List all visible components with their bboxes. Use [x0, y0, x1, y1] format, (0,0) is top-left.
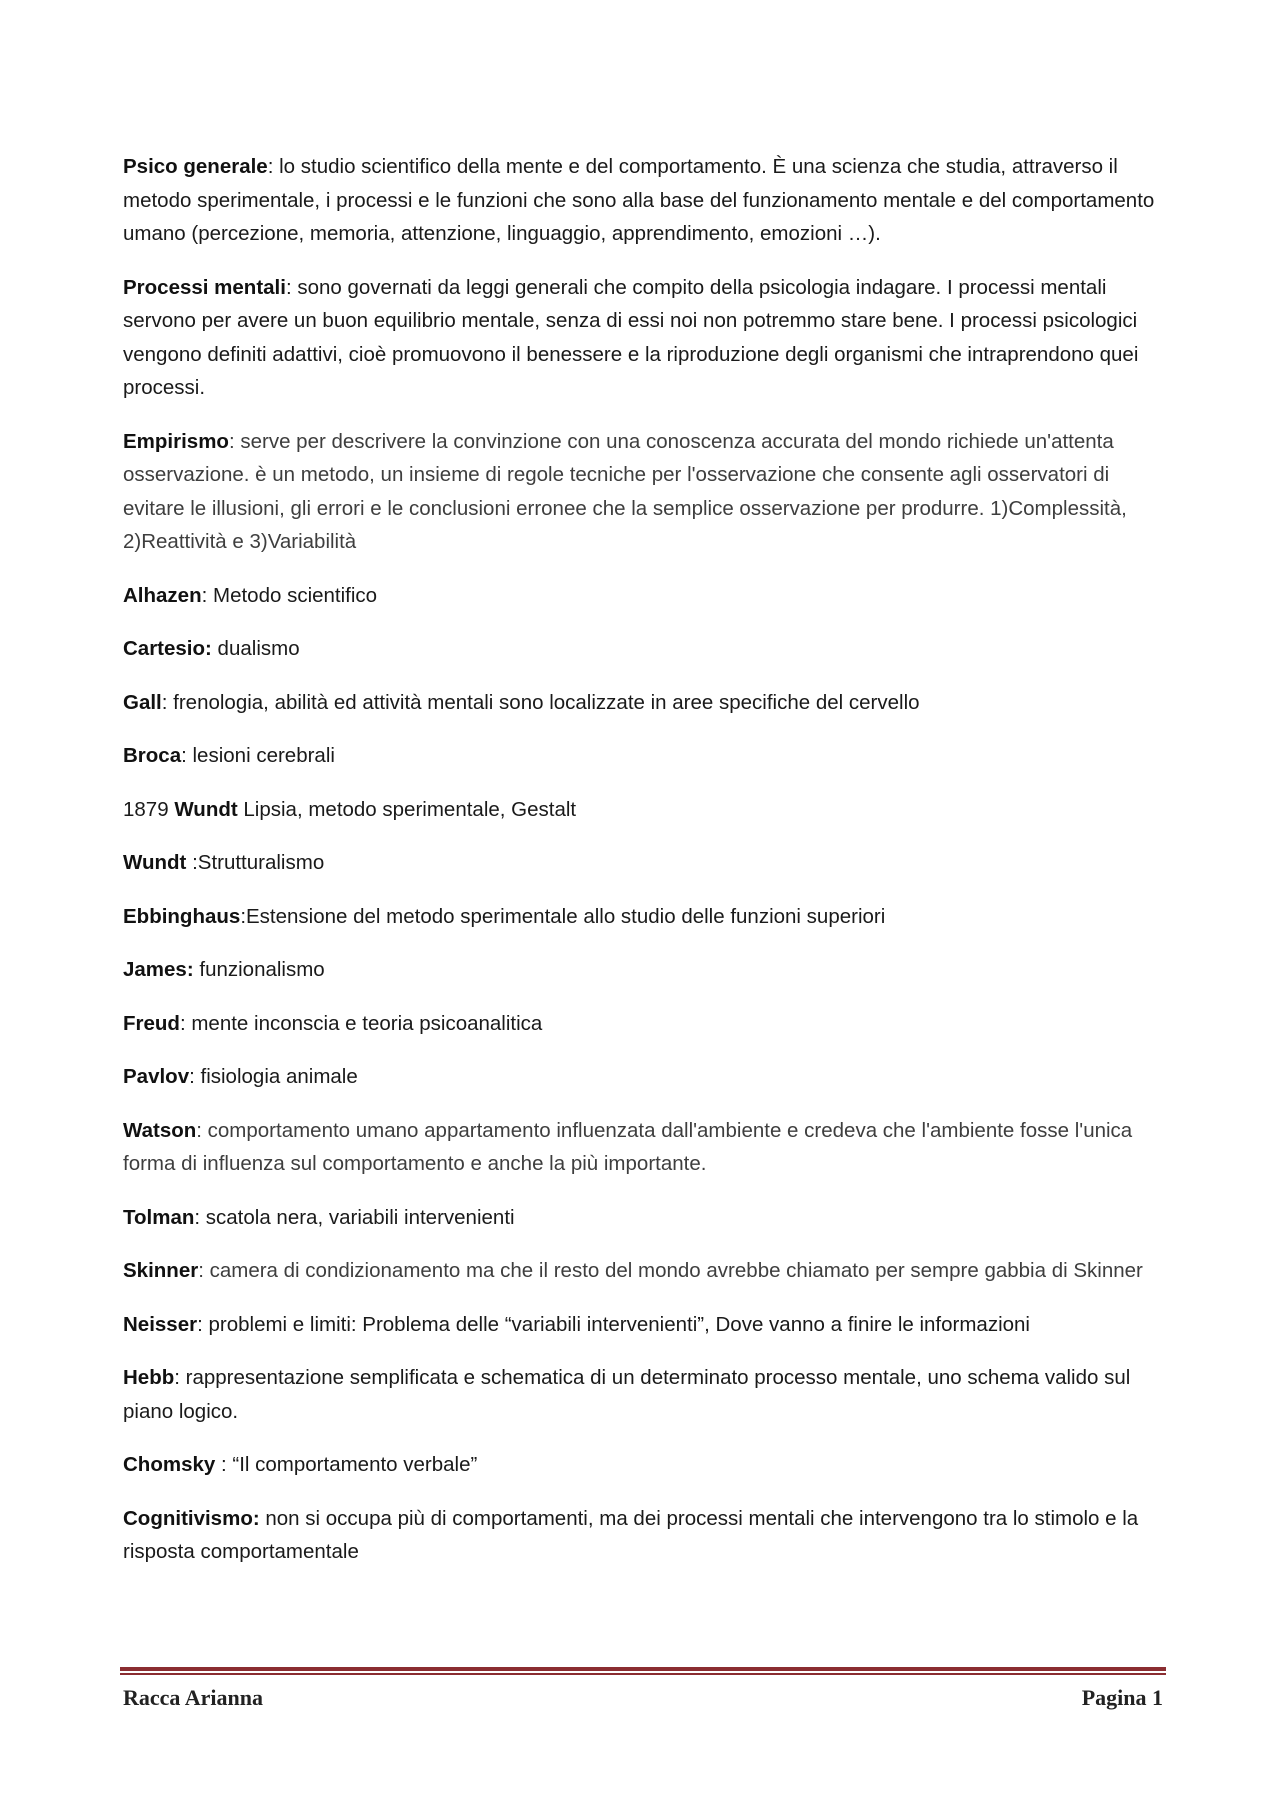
paragraph-term: Cartesio:: [123, 637, 212, 660]
paragraph-processi-mentali: [123, 271, 1163, 405]
paragraph-text: : camera di condizionamento ma che il resto del mondo avrebbe chiamato per sempre gabbia di Skinner: [198, 1259, 1143, 1282]
paragraph-text: : Metodo scientifico: [201, 583, 378, 607]
paragraph-gall: [123, 686, 1163, 720]
paragraph-term: Processi mentali: [123, 275, 286, 299]
paragraph-cartesio: [123, 632, 1163, 666]
footer-rule-thin: [120, 1673, 1166, 1675]
paragraph-text: non si occupa più di comportamenti, ma dei processi mentali che intervengono tra lo stimolo e la risposta comportamentale: [123, 1506, 1139, 1563]
paragraph-term: Broca: [123, 744, 182, 767]
paragraph-chomsky: [123, 1448, 1163, 1482]
paragraph-term: Watson: [123, 1118, 197, 1142]
paragraph-text: : comportamento umano appartamento influenzata dall'ambiente e credeva che l'ambiente fosse l'unica forma di influenza sul comportamento e anche la più importante.: [123, 1118, 1133, 1175]
paragraph-text: : scatola nera, variabili intervenienti: [194, 1205, 515, 1229]
paragraph-neisser: [123, 1308, 1163, 1342]
paragraph-pre: 1879: [123, 797, 175, 821]
paragraph-text: Lipsia, metodo sperimentale, Gestalt: [237, 797, 577, 821]
paragraph-text: : problemi e limiti: Problema delle “variabili intervenienti”, Dove vanno a finire le informazioni: [197, 1312, 1030, 1336]
paragraph-term: Freud: [123, 1011, 180, 1035]
paragraph-term: Tolman: [123, 1205, 195, 1229]
paragraph-text: : lesioni cerebrali: [181, 744, 335, 767]
paragraph-cognitivismo: [123, 1502, 1163, 1569]
paragraph-text: :Estensione del metodo sperimentale allo studio delle funzioni superiori: [240, 904, 886, 928]
paragraph-text: : serve per descrivere la convinzione con una conoscenza accurata del mondo richiede un'attenta osservazione. è un metodo, un insieme di regole tecniche per l'osservazione che consente agli osservatori di evitare le illusioni, gli errori e le conclusioni erronee che la semplice osservazione per produrre. 1)Complessità, 2)Reattività e 3)Variabilità: [123, 429, 1127, 553]
paragraph-broca: [123, 739, 1163, 773]
document-body: [123, 150, 1163, 1589]
paragraph-skinner: [123, 1254, 1163, 1288]
paragraph-text: : sono governati da leggi generali che compito della psicologia indagare. I processi mentali servono per avere un buon equilibrio mentale, senza di essi noi non potremmo stare bene. I processi psicologici vengono definiti adattivi, cioè promuovono il benessere e la riproduzione degli organismi che intraprendono quei processi.: [123, 275, 1139, 399]
footer-page-number: Pagina 1: [1081, 1685, 1163, 1710]
paragraph-tolman: [123, 1201, 1163, 1235]
paragraph-watson: [123, 1114, 1163, 1181]
paragraph-term: Gall: [123, 690, 162, 714]
paragraph-term: Cognitivismo:: [123, 1506, 260, 1530]
footer-divider: [120, 1667, 1166, 1675]
paragraph-wundt-1879: [123, 793, 1163, 827]
paragraph-freud: [123, 1007, 1163, 1041]
paragraph-term: Neisser: [123, 1312, 198, 1336]
paragraph-pavlov: [123, 1060, 1163, 1094]
paragraph-term: Pavlov: [123, 1065, 190, 1088]
footer-rule-thick: [120, 1667, 1166, 1671]
paragraph-term: Empirismo: [123, 429, 229, 453]
paragraph-james: [123, 953, 1163, 987]
paragraph-term: Psico generale: [123, 155, 268, 178]
paragraph-text: : frenologia, abilità ed attività mentali sono localizzate in aree specifiche del cervello: [161, 690, 920, 714]
paragraph-text: : lo studio scientifico della mente e del comportamento. È una scienza che studia, attraverso il metodo sperimentale, i processi e le funzioni che sono alla base del funzionamento mentale e del comportamento umano (percezione, memoria, attenzione, linguaggio, apprendimento, emozioni …).: [123, 155, 1155, 245]
paragraph-term: Wundt: [174, 797, 238, 821]
paragraph-ebbinghaus: [123, 900, 1163, 934]
paragraph-text: dualismo: [211, 637, 300, 660]
page-footer: [123, 1685, 1163, 1711]
paragraph-term: Ebbinghaus: [123, 904, 241, 928]
paragraph-term: Hebb: [123, 1366, 175, 1389]
paragraph-hebb: [123, 1361, 1163, 1428]
paragraph-term: Skinner: [123, 1259, 199, 1282]
paragraph-text: : “Il comportamento verbale”: [215, 1453, 478, 1476]
paragraph-text: : fisiologia animale: [189, 1065, 358, 1088]
paragraph-text: :Strutturalismo: [186, 851, 325, 874]
paragraph-term: Chomsky: [123, 1453, 216, 1476]
paragraph-text: : rappresentazione semplificata e schematica di un determinato processo mentale, uno schema valido sul piano logico.: [123, 1366, 1131, 1423]
paragraph-term: James:: [123, 958, 194, 981]
paragraph-empirismo: [123, 425, 1163, 559]
paragraph-wundt: [123, 846, 1163, 880]
paragraph-alhazen: [123, 579, 1163, 613]
paragraph-psico-generale: [123, 150, 1163, 251]
footer-author: Racca Arianna: [123, 1685, 263, 1710]
paragraph-text: : mente inconscia e teoria psicoanalitica: [179, 1011, 543, 1035]
paragraph-term: Wundt: [123, 851, 187, 874]
paragraph-text: funzionalismo: [193, 958, 325, 981]
paragraph-term: Alhazen: [123, 583, 202, 607]
